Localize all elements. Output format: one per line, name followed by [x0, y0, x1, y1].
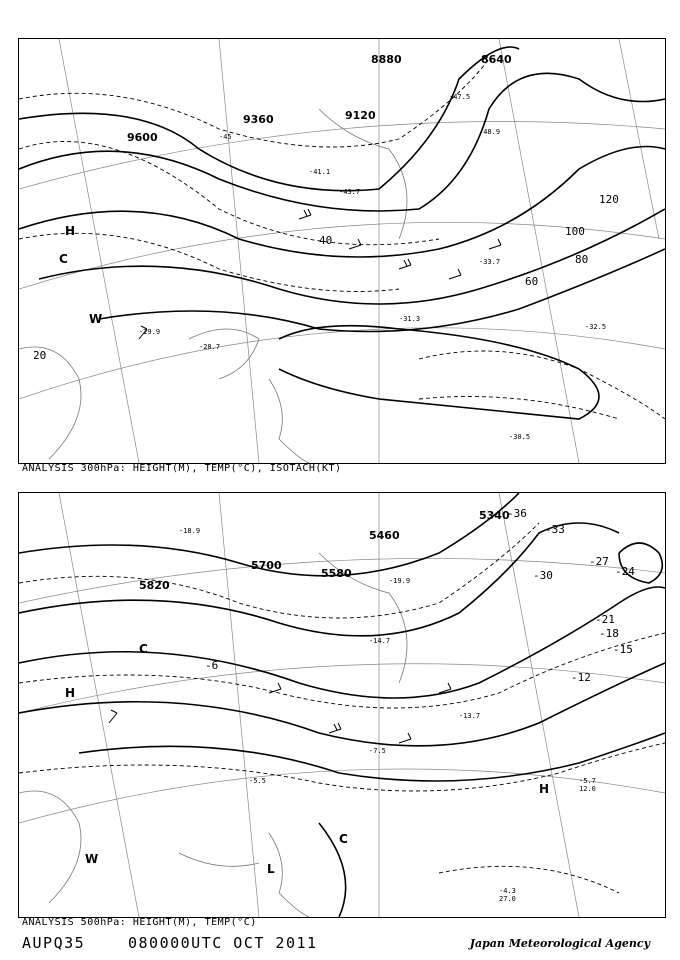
- station-sample: -4.3: [499, 887, 516, 895]
- isotach-label-80: 80: [575, 253, 589, 266]
- isotach-label-40: 40: [319, 234, 333, 247]
- low-pressure-symbol: L: [267, 862, 275, 876]
- station-sample: -14.7: [369, 637, 391, 645]
- temp-label-minus30: -30: [533, 569, 553, 582]
- station-sample: 27.0: [499, 895, 516, 903]
- lower-caption: ANALYSIS 500hPa: HEIGHT(M), TEMP(°C): [22, 917, 257, 928]
- temp-label-minus6: -6: [205, 659, 219, 672]
- station-sample: -5.5: [249, 777, 266, 785]
- height-label-9600: 9600: [127, 131, 158, 144]
- temp-sample: -45: [219, 133, 232, 141]
- station-sample: 12.0: [579, 785, 596, 793]
- height-label-8880: 8880: [371, 53, 402, 66]
- station-sample: -7.5: [369, 747, 386, 755]
- upper-caption: ANALYSIS 300hPa: HEIGHT(M), TEMP(°C), ISOTACH(KT): [22, 463, 342, 474]
- height-label-5820: 5820: [139, 579, 170, 592]
- station-sample: -19.9: [389, 577, 411, 585]
- upper-graticule: [19, 39, 665, 463]
- temp-sample: -41.1: [309, 168, 331, 176]
- height-label-5580: 5580: [321, 567, 352, 580]
- high-pressure-symbol: H: [65, 686, 76, 700]
- cold-center-symbol-south: C: [339, 832, 348, 846]
- isotach-label-120: 120: [599, 193, 619, 206]
- temp-label-minus24: -24: [615, 565, 635, 578]
- temp-sample: -32.5: [585, 323, 607, 331]
- temp-label-minus33: -33: [545, 523, 565, 536]
- temp-sample: -31.3: [399, 315, 421, 323]
- temp-sample: -33.7: [479, 258, 501, 266]
- station-sample: -5.7: [579, 777, 596, 785]
- temp-label-minus27: -27: [589, 555, 609, 568]
- height-label-8640: 8640: [481, 53, 512, 66]
- station-sample: -18.9: [179, 527, 201, 535]
- isotach-label-60: 60: [525, 275, 539, 288]
- warm-center-symbol: W: [85, 852, 99, 866]
- temp-label-minus21: -21: [595, 613, 615, 626]
- high-pressure-symbol-east: H: [539, 782, 550, 796]
- lower-coastlines: [19, 553, 407, 917]
- temp-label-minus18: -18: [599, 627, 619, 640]
- cold-center-symbol: C: [59, 252, 68, 266]
- height-label-9360: 9360: [243, 113, 274, 126]
- agency-name: Japan Meteorological Agency: [469, 937, 650, 950]
- temp-sample: -29.9: [139, 328, 161, 336]
- temp-label-minus12: -12: [571, 671, 591, 684]
- temp-sample: -48.9: [479, 128, 501, 136]
- lower-map-graphic: [19, 493, 665, 917]
- lower-wind-barbs: [109, 683, 451, 743]
- upper-analysis-map: [18, 38, 666, 464]
- temp-sample: -30.5: [509, 433, 531, 441]
- chart-id: AUPQ35: [22, 934, 86, 952]
- height-label-5340: 5340: [479, 509, 510, 522]
- isotach-label-100: 100: [565, 225, 585, 238]
- upper-coastlines: [19, 109, 407, 463]
- upper-map-graphic: [19, 39, 665, 463]
- temp-label-minus15: -15: [613, 643, 633, 656]
- height-label-9120: 9120: [345, 109, 376, 122]
- temp-sample: -47.5: [449, 93, 471, 101]
- isotach-label-20: 20: [33, 349, 47, 362]
- station-sample: -13.7: [459, 712, 481, 720]
- temp-sample: -43.7: [339, 188, 361, 196]
- cold-center-symbol: C: [139, 642, 148, 656]
- warm-center-symbol: W: [89, 312, 103, 326]
- height-label-5700: 5700: [251, 559, 282, 572]
- height-label-5460: 5460: [369, 529, 400, 542]
- high-pressure-symbol: H: [65, 224, 76, 238]
- upper-temp-contours: [19, 59, 665, 419]
- lower-analysis-map: [18, 492, 666, 918]
- temp-sample: -28.7: [199, 343, 221, 351]
- valid-time: 080000UTC OCT 2011: [128, 934, 318, 952]
- temp-label-minus36: -36: [507, 507, 527, 520]
